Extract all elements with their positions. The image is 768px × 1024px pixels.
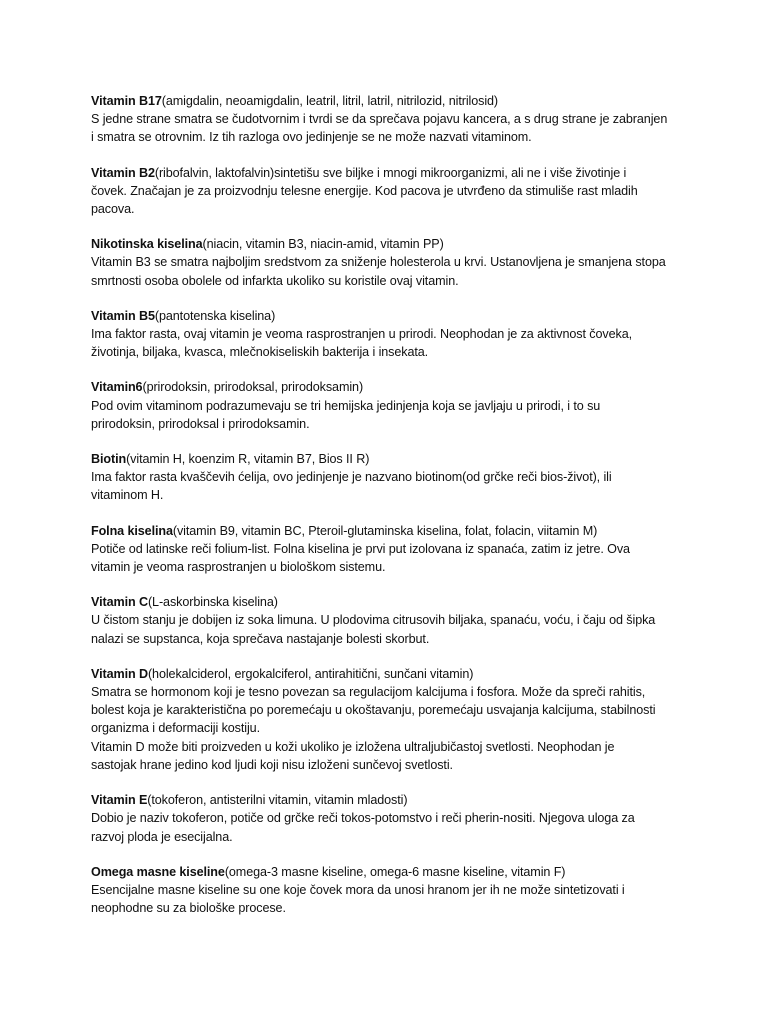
entry-title: Vitamin6 [91,380,143,395]
entry-subtitle: (vitamin H, koenzim R, vitamin B7, Bios II R) [126,452,370,467]
entry-title: Omega masne kiseline [91,864,225,879]
entry-line: životinja, biljaka, kvasca, mlečnokiseliskih bakterija i insekata. [91,345,429,360]
entry-line: Vitamin D može biti proizveden u koži ukoliko je izložena ultraljubičastoj svetlosti. Neophodan je [91,739,615,754]
entry-folna-kiselina [91,522,691,577]
entry-subtitle: (ribofalvin, laktofalvin)sintetišu sve biljke i mnogi mikroorganizmi, ali ne i više životinje i [154,165,627,180]
document-page [91,92,691,934]
entry-biotin [91,450,691,505]
entry-subtitle: (tokoferon, antisterilni vitamin, vitamin mladosti) [147,793,408,808]
entry-line: Vitamin B3 se smatra najboljim sredstvom za sniženje holesterola u krvi. Ustanovljena je smanjena stopa [91,255,666,270]
entry-title: Vitamin B17 [91,94,162,108]
entry-heading [91,235,691,253]
entry-vitamin6 [91,378,691,433]
entry-heading [91,378,691,396]
entry-heading [91,307,691,325]
entry-vitamin-b5 [91,307,691,362]
entry-nikotinska-kiselina [91,235,691,290]
entry-line: U čistom stanju je dobijen iz soka limuna. U plodovima citrusovih biljaka, spanaću, voću, i čaju od šipka [91,613,656,628]
entry-line: Potiče od latinske reči folium-list. Folna kiselina je prvi put izolovana iz spanaća, zatim iz jetre. Ova [91,541,630,556]
entry-vitamin-b17 [91,92,691,147]
entry-line: čovek. Značajan je za proizvodnju telesne energije. Kod pacova je utvrđeno da stimuliše rast mladih [91,183,638,198]
entry-subtitle: (amigdalin, neoamigdalin, leatril, litril, latril, nitrilozid, nitrilosid) [161,94,499,108]
entry-vitamin-d [91,665,691,774]
entry-heading [91,92,691,110]
entry-line: i smatra se otrovnim. Iz tih razloga ovo jedinjenje se ne može nazvati vitaminom. [91,130,532,145]
entry-heading [91,863,691,881]
entry-line: Ima faktor rasta kvaščevih ćelija, ovo jedinjenje je nazvano biotinom(od grčke reči bios-život), ili [91,470,612,485]
entry-title: Vitamin E [91,793,148,808]
entry-title: Vitamin B5 [91,308,155,323]
entry-line: smrtnosti osoba obolele od infarkta ukoliko su koristile ovaj vitamin. [91,273,459,288]
entry-subtitle: (prirodoksin, prirodoksal, prirodoksamin) [142,380,364,395]
entry-line: bolest koja je karakteristična po poremećaju u okoštavanju, poremećaju usvajanja kalcijuma, stabilnosti [91,703,656,718]
entry-line: Esencijalne masne kiseline su one koje čovek mora da unosi hranom jer ih ne može sintetizovati i [91,882,625,897]
entry-line: neophodne su za biološke procese. [91,901,286,916]
entry-title: Vitamin B2 [91,165,155,180]
entry-subtitle: (omega-3 masne kiseline, omega-6 masne kiseline, vitamin F) [224,864,566,879]
entry-line: vitamin je veoma rasprostranjen u biološkom sistemu. [91,560,386,575]
entry-line: sastojak hrane jedino kod ljudi koji nisu izloženi sunčevoj svetlosti. [91,757,453,772]
entry-line: nalazi se supstanca, koja sprečava nastajanje bolesti skorbut. [91,631,430,646]
entry-title: Vitamin D [91,666,148,681]
entry-title: Nikotinska kiselina [91,237,203,252]
entry-heading [91,450,691,468]
entry-vitamin-e [91,791,691,846]
entry-line: Pod ovim vitaminom podrazumevaju se tri hemijska jedinjenja koja se javljaju u prirodi, i to su [91,398,601,413]
entry-vitamin-c [91,593,691,648]
entry-subtitle: (pantotenska kiselina) [154,308,276,323]
entry-subtitle: (vitamin B9, vitamin BC, Pteroil-glutaminska kiselina, folat, folacin, viitamin M) [172,523,598,538]
entry-heading [91,593,691,611]
entry-title: Vitamin C [91,595,148,610]
entry-heading [91,791,691,809]
entry-vitamin-b2 [91,164,691,219]
entry-subtitle: (niacin, vitamin B3, niacin-amid, vitamin PP) [202,237,444,252]
entry-line: prirodoksin, prirodoksal i prirodoksamin. [91,416,310,431]
entry-omega-masne-kiseline [91,863,691,918]
entry-line: Dobio je naziv tokoferon, potiče od grčke reči tokos-potomstvo i reči pherin-nositi. Njegova uloga za [91,811,635,826]
entry-title: Folna kiselina [91,523,173,538]
entry-subtitle: (L-askorbinska kiselina) [147,595,278,610]
entry-heading [91,164,691,182]
entry-line: organizma i deformaciji kostiju. [91,721,260,736]
entry-heading [91,522,691,540]
entry-heading [91,665,691,683]
entry-title: Biotin [91,452,127,467]
entry-subtitle: (holekalciderol, ergokalciferol, antirahitični, sunčani vitamin) [147,666,474,681]
entry-line: pacova. [91,202,135,217]
entry-line: razvoj ploda je esecijalna. [91,829,233,844]
entry-line: Smatra se hormonom koji je tesno povezan sa regulacijom kalcijuma i fosfora. Može da spreči rahitis, [91,685,646,700]
entry-line: vitaminom H. [91,488,164,503]
entry-line: Ima faktor rasta, ovaj vitamin je veoma rasprostranjen u prirodi. Neophodan je za aktivnost čoveka, [91,327,632,342]
entry-line: S jedne strane smatra se čudotvornim i tvrdi se da sprečava pojavu kancera, a s drug strane je zabranjen [91,112,668,127]
